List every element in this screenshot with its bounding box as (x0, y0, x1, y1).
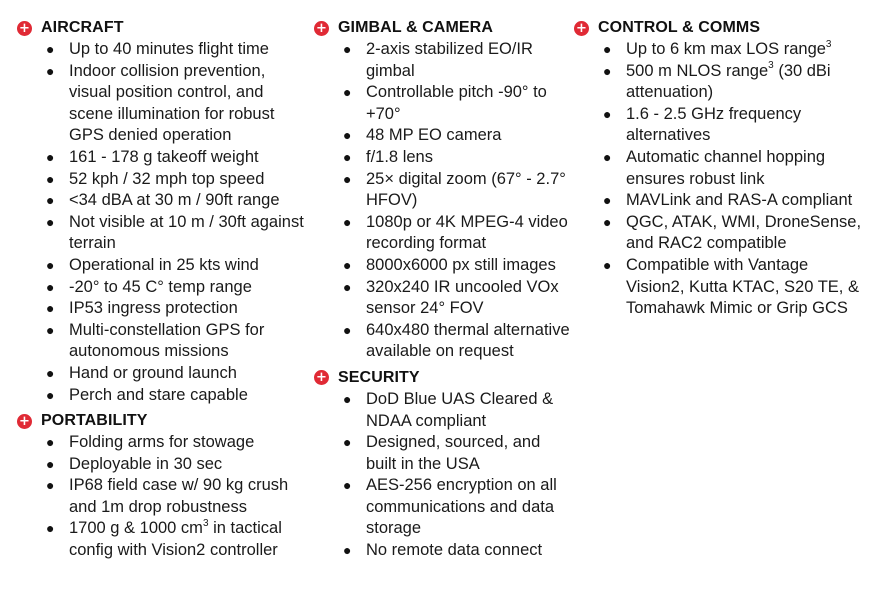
section-gimbal-and-camera (314, 17, 572, 363)
bullet-dot-icon: ● (343, 148, 352, 165)
bullet-dot-icon: ● (46, 300, 55, 317)
section-title: GIMBAL & CAMERA (338, 19, 493, 36)
list-item (574, 190, 870, 212)
item-text: Multi-constellation GPS for autonomous missions (69, 320, 265, 361)
bullet-dot-icon: ● (343, 256, 352, 273)
bullet-dot-icon: ● (603, 192, 612, 209)
item-text: Up to 6 km max LOS range (626, 40, 826, 58)
section-header (17, 410, 307, 432)
list-item (574, 147, 870, 190)
item-text: f/1.8 lens (366, 147, 433, 166)
item-text: <34 dBA at 30 m / 90ft range (69, 191, 280, 210)
list-item (17, 169, 307, 191)
item-text: -20° to 45 C° temp range (69, 277, 252, 296)
item-text: MAVLink and RAS-A compliant (626, 191, 853, 210)
item-text: 1.6 - 2.5 GHz frequency alternatives (626, 104, 802, 145)
section-header (17, 17, 307, 39)
item-text: Controllable pitch -90° to +70° (366, 83, 547, 123)
section-header (574, 17, 870, 39)
item-text: Compatible with Vantage Vision2, Kutta KTAC, S20 TE, & Tomahawk Mimic or Grip GCS (626, 255, 859, 318)
bullet-dot-icon: ● (343, 321, 352, 338)
list-item (314, 169, 572, 212)
list-item (17, 454, 307, 476)
list-item (17, 475, 307, 518)
section-title: AIRCRAFT (41, 19, 124, 36)
section-header (314, 17, 572, 39)
bullet-dot-icon: ● (46, 520, 55, 537)
bullet-list (314, 39, 572, 363)
superscript: 3 (202, 517, 209, 529)
item-text: 25× digital zoom (67° - 2.7° HFOV) (366, 169, 566, 210)
plus-circle-icon: + (314, 21, 329, 36)
list-item (574, 212, 870, 255)
list-item (314, 320, 572, 363)
list-item (17, 61, 307, 147)
bullet-list (17, 39, 307, 406)
section-control-and-comms (574, 17, 870, 320)
list-item (314, 125, 572, 147)
item-text: Indoor collision prevention, visual position control, and scene illumination for robust GPS denied operation (69, 61, 275, 145)
item-text: 500 m NLOS range (626, 61, 769, 80)
list-item (17, 320, 307, 363)
item-text: Folding arms for stowage (69, 433, 255, 452)
item-text: Perch and stare capable (69, 385, 248, 404)
list-item (574, 104, 870, 147)
list-item (17, 212, 307, 255)
section-security (314, 367, 572, 562)
bullet-dot-icon: ● (603, 148, 612, 165)
list-item (314, 277, 572, 320)
list-item (314, 39, 572, 82)
plus-circle-icon: + (17, 21, 32, 36)
item-text: 1080p or 4K MPEG-4 video recording format (366, 212, 568, 253)
column-right (574, 17, 870, 320)
item-text: 640x480 thermal alternative available on request (366, 320, 570, 361)
superscript: 3 (825, 38, 832, 50)
bullet-list (314, 389, 572, 562)
bullet-dot-icon: ● (343, 127, 352, 144)
list-item (574, 61, 870, 104)
list-item (314, 147, 572, 169)
item-text: Automatic channel hopping ensures robust link (626, 147, 826, 188)
list-item (314, 475, 572, 540)
list-item (314, 389, 572, 432)
item-text: Deployable in 30 sec (69, 454, 223, 473)
list-item (17, 298, 307, 320)
list-item (17, 385, 307, 407)
bullet-dot-icon: ● (343, 84, 352, 101)
item-text: Designed, sourced, and built in the USA (366, 433, 541, 473)
item-text: No remote data connect (366, 541, 543, 560)
bullet-dot-icon: ● (46, 455, 55, 472)
bullet-dot-icon: ● (46, 434, 55, 451)
item-text: 8000x6000 px still images (366, 255, 556, 274)
list-item (574, 255, 870, 320)
list-item (17, 363, 307, 385)
item-text: 161 - 178 g takeoff weight (69, 147, 259, 166)
bullet-dot-icon: ● (46, 213, 55, 230)
bullet-dot-icon: ● (603, 213, 612, 230)
list-item (314, 212, 572, 255)
list-item (17, 147, 307, 169)
item-text: Hand or ground launch (69, 363, 237, 382)
item-text: IP53 ingress protection (69, 299, 238, 318)
list-item (17, 255, 307, 277)
plus-circle-icon: + (314, 370, 329, 385)
bullet-dot-icon: ● (343, 213, 352, 230)
list-item (574, 39, 870, 61)
bullet-dot-icon: ● (343, 41, 352, 57)
item-text: 2-axis stabilized EO/IR gimbal (366, 40, 533, 80)
bullet-dot-icon: ● (343, 278, 352, 295)
bullet-dot-icon: ● (46, 256, 55, 273)
list-item (17, 39, 307, 61)
list-item (314, 255, 572, 277)
bullet-dot-icon: ● (603, 256, 612, 273)
item-text: 1700 g & 1000 cm (69, 519, 203, 538)
section-title: SECURITY (338, 368, 420, 386)
bullet-dot-icon: ● (46, 477, 55, 494)
item-text: 52 kph / 32 mph top speed (69, 169, 265, 188)
bullet-dot-icon: ● (343, 170, 352, 187)
bullet-list (17, 432, 307, 562)
item-text: IP68 field case w/ 90 kg crush and 1m drop robustness (69, 476, 289, 516)
superscript: 3 (768, 60, 774, 72)
item-text: Operational in 25 kts wind (69, 255, 259, 274)
item-text: AES-256 encryption on all communications and data storage (366, 476, 557, 538)
list-item (314, 540, 572, 562)
bullet-dot-icon: ● (603, 41, 612, 57)
list-item (17, 432, 307, 454)
list-item (17, 518, 307, 561)
bullet-dot-icon: ● (46, 148, 55, 165)
bullet-dot-icon: ● (46, 62, 55, 79)
bullet-dot-icon: ● (46, 321, 55, 338)
bullet-list (574, 39, 870, 320)
list-item (17, 277, 307, 299)
item-text: Not visible at 10 m / 30ft against terrain (69, 212, 304, 253)
item-text: 320x240 IR uncooled VOx sensor 24° FOV (366, 277, 559, 318)
section-title: PORTABILITY (41, 412, 148, 430)
item-text: DoD Blue UAS Cleared & NDAA compliant (366, 389, 554, 430)
plus-circle-icon: + (17, 414, 32, 429)
section-header (314, 367, 572, 389)
bullet-dot-icon: ● (343, 390, 352, 407)
bullet-dot-icon: ● (343, 542, 352, 559)
list-item (314, 82, 572, 125)
bullet-dot-icon: ● (46, 41, 55, 57)
item-text: QGC, ATAK, WMI, DroneSense, and RAC2 compatible (626, 212, 862, 253)
section-aircraft (17, 17, 307, 406)
item-text: Up to 40 minutes flight time (69, 40, 269, 58)
item-text: 48 MP EO camera (366, 126, 502, 145)
bullet-dot-icon: ● (46, 386, 55, 403)
item-text-continued: in tactical config with Vision2 controller (69, 519, 282, 560)
bullet-dot-icon: ● (46, 170, 55, 187)
bullet-dot-icon: ● (603, 62, 612, 79)
bullet-dot-icon: ● (46, 364, 55, 381)
list-item (17, 190, 307, 212)
section-title: CONTROL & COMMS (598, 19, 761, 36)
bullet-dot-icon: ● (343, 477, 352, 494)
column-middle (314, 17, 572, 562)
plus-circle-icon: + (574, 21, 589, 36)
list-item (314, 432, 572, 475)
item-text-continued: (30 dBi attenuation) (626, 61, 831, 102)
section-portability (17, 410, 307, 562)
bullet-dot-icon: ● (343, 434, 352, 451)
bullet-dot-icon: ● (603, 105, 612, 122)
bullet-dot-icon: ● (46, 278, 55, 295)
column-left (17, 17, 307, 562)
bullet-dot-icon: ● (46, 192, 55, 209)
